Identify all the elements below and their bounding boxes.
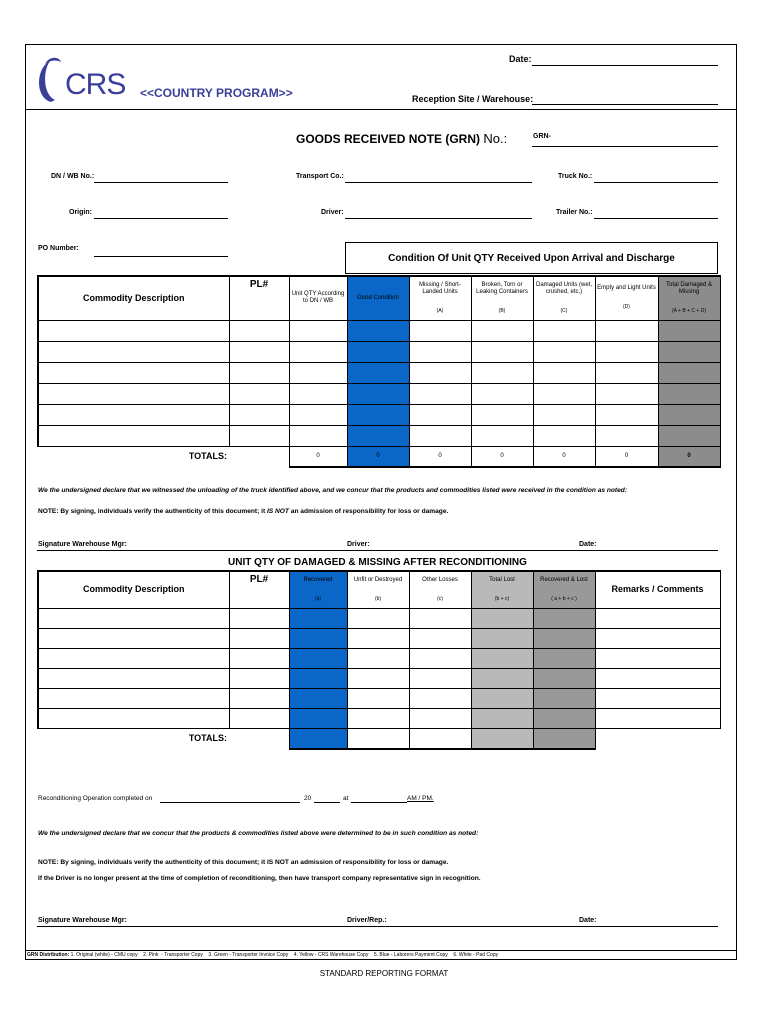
table2-title: UNIT QTY OF DAMAGED & MISSING AFTER RECONDITIONING [228,557,527,568]
table-row[interactable] [38,362,720,383]
reception-label: Reception Site / Warehouse: [412,94,534,104]
totals-label: TOTALS: [188,451,227,462]
col-damaged [533,276,595,320]
driver-field[interactable] [345,218,532,219]
declaration-2: We the undersigned declare that we concur that the products & commodities listed above were determined to be in such condition as noted: [38,830,479,837]
recondition-year-field[interactable] [314,802,340,803]
total-broken: 0 [471,446,533,467]
col-total-label: Total Damaged & Missing [665,281,713,295]
col-broken-code: (B) [498,307,506,314]
condition-header-box [345,242,718,274]
t2-total-lost[interactable] [471,728,533,749]
recondition-time-field[interactable] [351,802,407,803]
date-field[interactable] [532,65,718,66]
note-2: NOTE: By signing, individuals verify the authenticity of this document; it IS NOT an admission of responsibility for loss or damage. [38,859,449,866]
recondition-completed-label: Reconditioning Operation completed on [38,795,153,802]
footer-text: STANDARD REPORTING FORMAT [319,969,449,978]
t2-col-unfit-code: (b) [374,595,382,602]
distribution-label: GRN Distribution: [27,952,70,958]
driver-label: Driver: [321,209,344,216]
col-unit-qty: Unit QTY According to DN / WB [289,276,347,320]
note-3: If the Driver is no longer present at the time of completion of reconditioning, then have transport company representative sign in recognition. [38,875,481,882]
t2-total-other[interactable] [409,728,471,749]
t2-total-recovered[interactable] [289,728,347,749]
reconditioning-table [37,570,721,750]
t2-col-recovered-code: (a) [314,595,322,602]
received-table [37,275,721,468]
trailer-no-field[interactable] [594,218,718,219]
col-empty-code: (D) [623,304,630,311]
dn-wb-label: DN / WB No.: [51,173,95,180]
origin-label: Origin: [69,209,92,216]
po-number-field[interactable] [94,256,228,257]
recondition-at: at [343,795,349,802]
note-1-c: an admission of responsibility for loss or damage. [288,508,449,515]
t2-col-commodity-description: Commodity Description [38,571,229,608]
t2-col-other-label: Other Losses [422,576,458,583]
table-row[interactable] [38,688,720,708]
sig2-warehouse-label: Signature Warehouse Mgr: [38,917,127,924]
col-good-condition: Good Condition [347,276,409,320]
note-1 [38,508,448,515]
transport-co-label: Transport Co.: [296,173,344,180]
transport-co-field[interactable] [345,182,532,183]
t2-col-other-code: (c) [437,595,443,602]
po-number-label: PO Number: [38,245,79,252]
t2-col-remarks: Remarks / Comments [595,571,720,608]
t2-totals-row [38,728,720,749]
reception-field[interactable] [532,104,718,105]
logo-text: CRS [65,68,126,101]
grn-distribution [27,952,498,958]
col-missing-code: (A) [436,307,444,314]
table-row[interactable] [38,608,720,628]
table-row[interactable] [38,628,720,648]
form-title [296,131,507,146]
total-damaged: 0 [533,446,595,467]
col-damaged-code: (C) [560,307,568,314]
t2-col-unfit [347,571,409,608]
t2-col-other [409,571,471,608]
condition-title: Condition Of Unit QTY Received Upon Arrival and Discharge [388,252,675,264]
table-row[interactable] [38,648,720,668]
header-divider [25,109,737,110]
col-damaged-label: Damaged Units (wet, crushed, etc.) [535,281,593,295]
note-1-a: NOTE: By signing, individuals verify the authenticity of this document; it [38,508,267,515]
table-row[interactable] [38,404,720,425]
t2-total-unfit[interactable] [347,728,409,749]
total-missing: 0 [409,446,471,467]
origin-field[interactable] [94,218,228,219]
distribution-text: 1. Original (white) - CMU copy 2. Pink - Transporter Copy 3. Green - Transporter Invoice Copy 4. Yellow - CRS Warehouse Copy 5. Blue - Laborers Payment Copy 6. White - Pad Copy [70,952,499,958]
sig2-date-label: Date: [579,917,597,924]
t2-col-recovered-lost-code: ( a + b + c ) [551,595,577,602]
sig1-date-label: Date: [579,541,597,548]
totals-row [38,446,720,467]
table-row[interactable] [38,668,720,688]
t2-total-recovered-lost[interactable] [533,728,595,749]
col-commodity-description: Commodity Description [38,276,229,320]
date-label: Date: [509,54,532,64]
table-row[interactable] [38,383,720,404]
t2-col-pl: PL# [229,571,289,608]
table-row[interactable] [38,425,720,446]
t2-col-total-lost-code: (b + c) [494,595,510,602]
col-total-damaged-missing [658,276,720,320]
declaration-1: We the undersigned declare that we witnessed the unloading of the truck identified above, and we concur that the products and commodities listed were received in the condition as noted: [38,487,628,494]
recondition-date-field[interactable] [160,802,300,803]
sig1-line[interactable] [37,550,718,551]
total-good: 0 [347,446,409,467]
title-no: No.: [483,131,508,146]
recondition-year: 20 [304,795,312,802]
grn-number-field[interactable] [532,146,718,147]
sig1-driver-label: Driver: [347,541,370,548]
col-pl: PL# [229,276,289,320]
total-unit-qty: 0 [289,446,347,467]
t2-col-recovered-lost-label: Recovered & Lost [540,576,588,583]
t2-col-unfit-label: Unfit or Destroyed [353,576,403,583]
t2-col-recovered [289,571,347,608]
table-row[interactable] [38,341,720,362]
col-broken [471,276,533,320]
col-missing [409,276,471,320]
t2-col-recovered-lost [533,571,595,608]
title-main: GOODS RECEIVED NOTE (GRN) [296,132,481,146]
distribution-divider [25,950,737,951]
note-1-b: IS NOT [266,508,289,515]
country-program: <<COUNTRY PROGRAM>> [140,86,293,100]
total-all: 0 [658,446,720,467]
recondition-ampm: AM / PM. [407,795,434,802]
sig1-warehouse-label: Signature Warehouse Mgr: [38,541,127,548]
t2-totals-label: TOTALS: [188,733,227,744]
col-total-code: (A + B + C + D) [671,307,707,314]
t2-col-total-lost [471,571,533,608]
grn-prefix: GRN- [533,133,551,140]
t2-col-recovered-label: Recovered [303,576,333,583]
trailer-no-label: Trailer No.: [556,209,593,216]
truck-no-label: Truck No.: [558,173,593,180]
t2-col-total-lost-label: Total Lost [489,576,515,583]
sig2-line[interactable] [37,926,718,927]
col-empty-label: Empty and Light Units [597,285,656,292]
truck-no-field[interactable] [594,182,718,183]
dn-wb-field[interactable] [94,182,228,183]
col-missing-label: Missing / Short-Landed Units [419,281,461,295]
col-empty [595,276,658,320]
crs-logo [33,54,129,106]
sig2-driver-label: Driver/Rep.: [347,917,387,924]
col-broken-label: Broken, Torn or Leaking Containers [476,281,528,295]
total-empty: 0 [595,446,658,467]
table-row[interactable] [38,320,720,341]
table-row[interactable] [38,708,720,728]
